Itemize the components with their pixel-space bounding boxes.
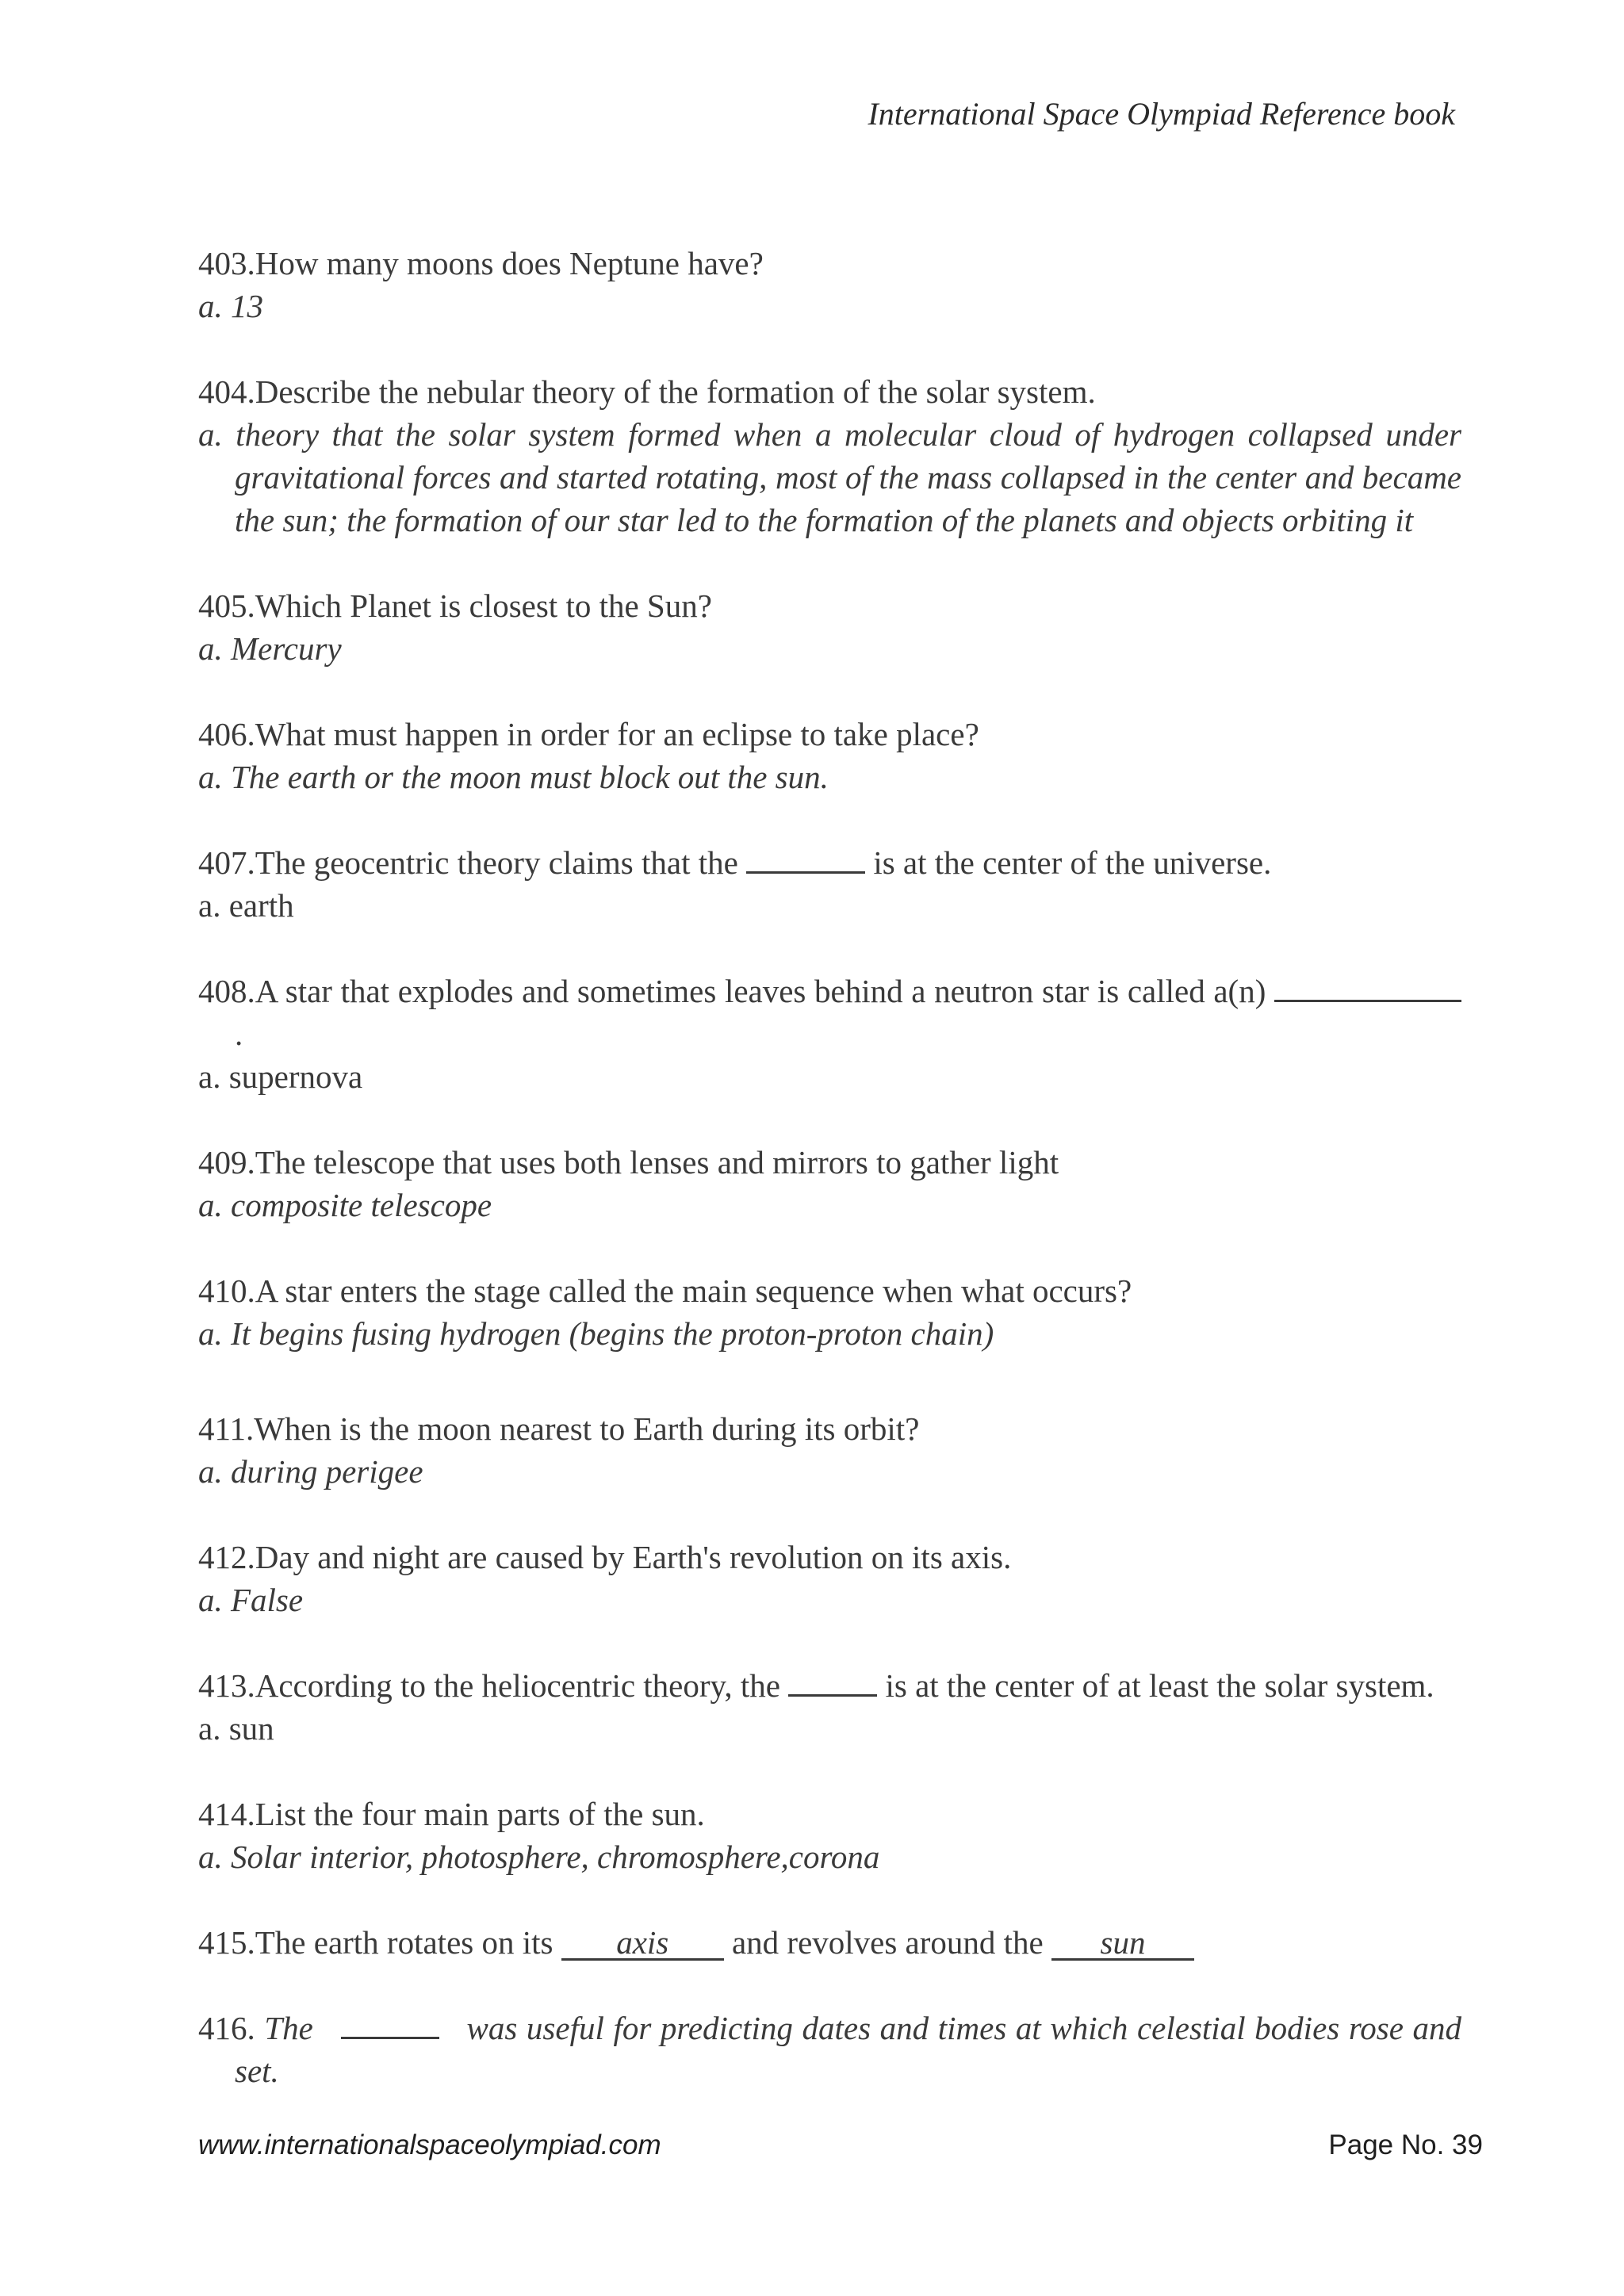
answer-text: a. earth: [198, 887, 294, 924]
question-number: 415.: [198, 1924, 255, 1961]
question-number: 411.: [198, 1410, 255, 1447]
question-number: 410.: [198, 1272, 255, 1309]
website-url: www.internationalspaceolympiad.com: [198, 2130, 661, 2160]
question-number: 414.: [198, 1796, 255, 1832]
question-412: [198, 1536, 1461, 1621]
question-number: 413.: [198, 1667, 255, 1704]
question-407: [198, 841, 1461, 927]
question-text-part1: The earth rotates on its: [255, 1924, 553, 1961]
answer-text: a. supernova: [198, 1058, 363, 1095]
question-408: [198, 970, 1461, 1098]
fill-blank: [341, 2037, 439, 2039]
question-text-after: is at the center of at least the solar system.: [885, 1667, 1434, 1704]
fill-blank: [746, 871, 865, 874]
answer-text: a. Solar interior, photosphere, chromosphere,corona: [198, 1839, 880, 1875]
question-text: Describe the nebular theory of the formation of the solar system.: [255, 373, 1096, 410]
question-text-after: is at the center of the universe.: [873, 844, 1272, 881]
question-404: [198, 370, 1461, 541]
question-text-before: A star that explodes and sometimes leaves behind a neutron star is called a(n): [255, 973, 1266, 1009]
question-text-before: According to the heliocentric theory, the: [255, 1667, 780, 1704]
question-number: 403.: [198, 245, 255, 281]
question-text-after: .: [235, 1016, 243, 1052]
question-416: [198, 2007, 1461, 2092]
question-text: The telescope that uses both lenses and mirrors to gather light: [255, 1144, 1059, 1181]
question-list: [198, 242, 1461, 2135]
question-415: [198, 1921, 1461, 1964]
fill-blank-answer: axis: [561, 1927, 724, 1961]
answer-text: a. False: [198, 1582, 304, 1618]
answer-text: a. during perigee: [198, 1453, 423, 1490]
question-number: 404.: [198, 373, 255, 410]
question-409: [198, 1141, 1461, 1226]
question-text: Day and night are caused by Earth's revolution on its axis.: [255, 1539, 1012, 1575]
answer-text: a. The earth or the moon must block out the sun.: [198, 759, 829, 795]
question-number: 405.: [198, 587, 255, 624]
answer-text: a. Mercury: [198, 630, 342, 667]
question-text: Which Planet is closest to the Sun?: [255, 587, 712, 624]
question-410: [198, 1269, 1461, 1355]
question-text: A star enters the stage called the main sequence when what occurs?: [255, 1272, 1132, 1309]
question-413: [198, 1664, 1461, 1750]
question-403: [198, 242, 1461, 327]
question-406: [198, 713, 1461, 798]
question-405: [198, 584, 1461, 670]
fill-blank: [788, 1694, 877, 1697]
answer-text: a. sun: [198, 1710, 274, 1747]
question-text-part2: and revolves around the: [731, 1924, 1044, 1961]
running-header: International Space Olympiad Reference book: [868, 96, 1455, 132]
question-number: 408.: [198, 973, 255, 1009]
question-number: 407.: [198, 844, 255, 881]
question-number: 416.: [198, 2010, 255, 2046]
question-text: When is the moon nearest to Earth during its orbit?: [254, 1410, 920, 1447]
answer-text: a. 13: [198, 288, 263, 324]
question-414: [198, 1793, 1461, 1878]
answer-text: a. composite telescope: [198, 1187, 492, 1223]
question-text-part1: The: [264, 2010, 313, 2046]
page-number: Page No. 39: [1328, 2130, 1483, 2160]
question-text-part2: was useful for predicting dates and times at which celestial bodies rose and set.: [235, 2010, 1462, 2089]
question-number: 412.: [198, 1539, 255, 1575]
fill-blank: [1274, 1000, 1461, 1002]
page-footer: [198, 2130, 1483, 2161]
answer-text: a. It begins fusing hydrogen (begins the proton-proton chain): [198, 1315, 994, 1352]
question-text-before: The geocentric theory claims that the: [255, 844, 738, 881]
fill-blank-answer: sun: [1051, 1927, 1194, 1961]
question-text: What must happen in order for an eclipse to take place?: [255, 716, 979, 752]
question-number: 406.: [198, 716, 255, 752]
question-411: [198, 1407, 1461, 1493]
question-text: How many moons does Neptune have?: [255, 245, 764, 281]
answer-text: a. theory that the solar system formed when a molecular cloud of hydrogen collapsed under gravitational forces and started rotating, most of the mass collapsed in the center and became the sun; the formation of our star led to the formation of the planets and objects orbiting it: [198, 416, 1461, 538]
question-text: List the four main parts of the sun.: [255, 1796, 705, 1832]
question-number: 409.: [198, 1144, 255, 1181]
